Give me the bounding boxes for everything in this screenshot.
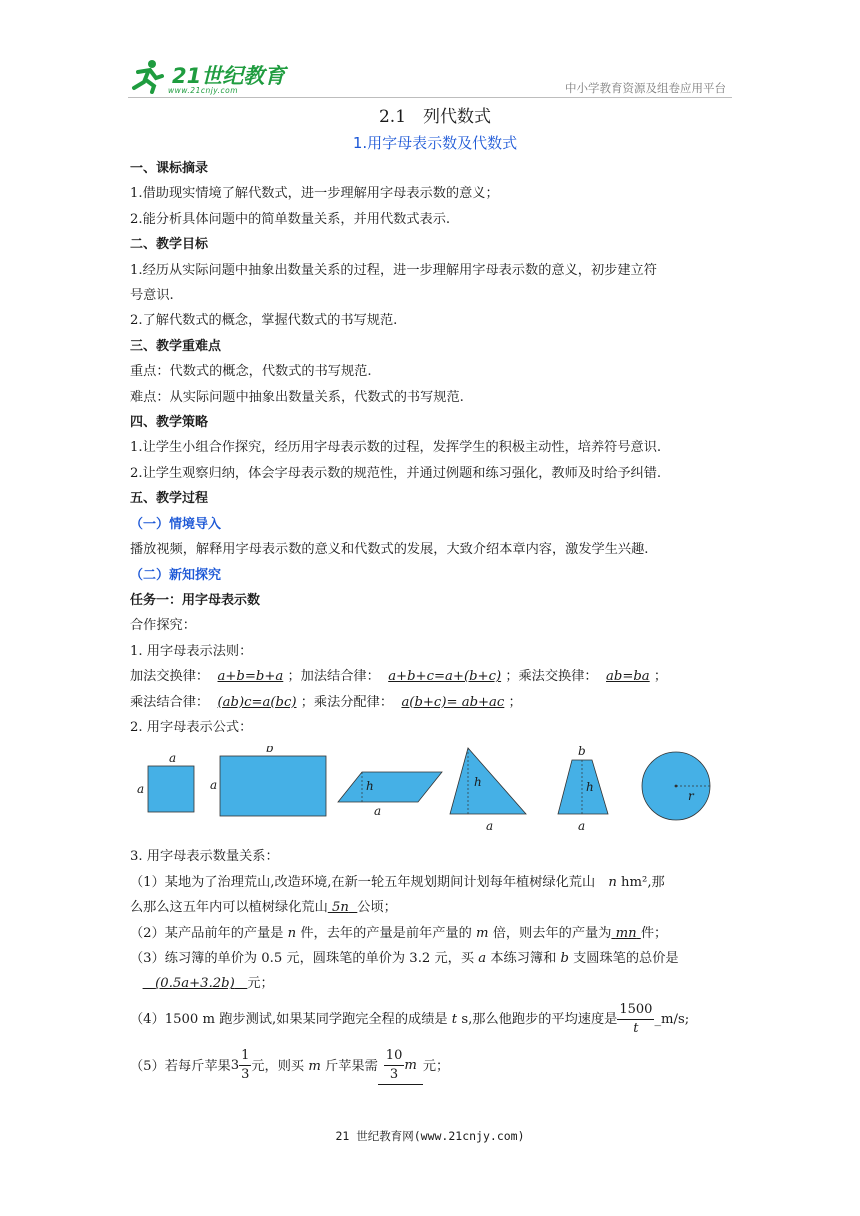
document-body: [130, 104, 740, 1090]
geometry-shapes: [130, 746, 730, 838]
var-a: a: [478, 950, 487, 966]
circle-label-r: r: [688, 789, 694, 804]
header-divider: [128, 97, 732, 98]
q-text: 元；: [422, 1058, 450, 1074]
paragraph: 2.了解代数式的概念，掌握代数式的书写规范.: [130, 313, 398, 329]
denominator: 3: [389, 1067, 399, 1083]
answer-value: (0.5a+3.2b): [155, 976, 235, 992]
rectangle-shape: [220, 756, 326, 816]
var-m: m: [476, 925, 489, 941]
q-text: （3）练习簿的单价为 0.5 元，圆珠笔的单价为 3.2 元，买: [130, 950, 475, 966]
trap-label-h: h: [586, 780, 594, 795]
law-answer: a(b+c)= ab+ac: [401, 694, 505, 710]
q-text: 支圆珠笔的总价是: [573, 950, 679, 966]
answer-value: mn: [615, 925, 637, 941]
q-text: （1）某地为了治理荒山,改造环境,在新一轮五年规划期间计划每年植树绿化荒山: [130, 874, 609, 890]
paragraph: 1.经历从实际问题中抽象出数量关系的过程，进一步理解用字母表示数的意义，初步建立符: [130, 262, 657, 278]
answer-value: 5n: [332, 900, 349, 916]
para-label-h: h: [366, 779, 374, 794]
law-label: 加法交换律：: [130, 669, 210, 685]
q-text: s,那么他跑步的平均速度是: [461, 1011, 618, 1027]
paragraph: 播放视频，解释用字母表示数的意义和代数式的发展，大致介绍本章内容，激发学生兴趣.: [130, 542, 649, 558]
law-label: ；乘法分配律：: [300, 694, 394, 710]
square-shape: [148, 766, 194, 812]
rect-label-left: a: [210, 778, 218, 793]
paragraph: 号意识.: [130, 288, 174, 304]
section-heading: 五、教学过程: [130, 491, 209, 507]
var-n: n: [608, 874, 617, 890]
page-footer: 21 世纪教育网(www.21cnjy.com): [335, 1129, 525, 1143]
paragraph: 1.让学生小组合作探究，经历用字母表示数的过程，发挥学生的积极主动性，培养符号意识.: [130, 440, 662, 456]
fraction: [384, 1047, 405, 1084]
runner-icon: [128, 58, 168, 94]
square-label-left: a: [137, 782, 145, 797]
var-m: m: [308, 1058, 321, 1074]
var-t: t: [451, 1011, 458, 1027]
tri-label-base: a: [486, 819, 494, 834]
q-text: 件，去年的产量是前年产量的: [300, 925, 472, 941]
task-heading: 任务一：用字母表示数: [130, 592, 261, 608]
question-5: [130, 1043, 740, 1090]
section-heading: 二、教学目标: [130, 237, 209, 253]
law-answer: ab=ba: [606, 669, 650, 685]
logo-text: 21世纪教育: [172, 64, 286, 88]
subsection-heading: （二）新知探究: [130, 567, 222, 583]
paragraph: 2.让学生观察归纳，体会字母表示数的规范性，并通过例题和练习强化，教师及时给予纠错.: [130, 465, 662, 481]
numerator: 10: [384, 1047, 405, 1066]
var-b: b: [560, 950, 569, 966]
punct: ；: [653, 669, 668, 685]
doc-title: 2.1 列代数式: [378, 107, 492, 127]
question-1-line-a: [130, 870, 740, 895]
q-text: 元，则买: [251, 1058, 305, 1074]
law-answer: a+b+c=a+(b+c): [388, 669, 502, 685]
law-answer: a+b=b+a: [217, 669, 284, 685]
law-line-2: [130, 690, 740, 715]
trap-label-top: b: [578, 746, 586, 759]
numerator: 1500: [617, 1001, 654, 1020]
doc-subtitle: 1.用字母表示数及代数式: [352, 134, 518, 152]
paragraph: 1.借助现实情境了解代数式，进一步理解用字母表示数的意义；: [130, 186, 499, 202]
triangle-shape: [450, 748, 526, 814]
subsection-heading: （一）情境导入: [130, 516, 222, 532]
q-text: 元；: [247, 976, 274, 992]
trapezoid-shape: [558, 760, 608, 814]
q-text: 本练习簿和: [490, 950, 557, 966]
tri-label-h: h: [474, 775, 482, 790]
q-text: hm²,那: [621, 874, 665, 890]
law-line-1: [130, 664, 740, 689]
denominator: [617, 1020, 654, 1038]
paragraph: 3. 用字母表示数量关系：: [130, 849, 279, 865]
q-text: _m/s;: [654, 1011, 690, 1027]
question-2: [130, 921, 740, 946]
question-3-line-b: [130, 971, 740, 996]
q-text: 件；: [640, 925, 668, 941]
answer-blank: [143, 976, 248, 991]
parallelogram-shape: [338, 772, 442, 802]
section-heading: 三、教学重难点: [130, 338, 222, 354]
denominator: 3: [241, 1067, 250, 1083]
whole-part: 3: [230, 1057, 240, 1073]
brand-logo: [128, 58, 288, 98]
paragraph: 合作探究：: [130, 618, 196, 634]
q-text: 公顷；: [357, 900, 397, 916]
q-text: （2）某产品前年的产量是: [130, 925, 284, 941]
paragraph: 1. 用字母表示法则：: [130, 643, 253, 659]
section-heading: 四、教学策略: [130, 415, 209, 431]
section-heading: 一、课标摘录: [130, 161, 209, 176]
question-1-line-b: [130, 895, 740, 920]
var-n: n: [287, 925, 297, 941]
answer-blank: [328, 900, 357, 915]
paragraph: 2.能分析具体问题中的简单数量关系，并用代数式表示.: [130, 211, 451, 227]
trap-label-base: a: [578, 819, 586, 834]
q-text: 斤苹果需: [325, 1058, 378, 1074]
var-t: t: [633, 1020, 639, 1036]
question-4: [130, 997, 740, 1043]
para-label-base: a: [374, 804, 382, 819]
paragraph: 2. 用字母表示公式：: [130, 719, 253, 735]
answer-blank: [378, 1047, 423, 1085]
law-label: ；加法结合律：: [287, 669, 380, 685]
fraction: [239, 1047, 251, 1084]
law-label: 乘法结合律：: [130, 694, 210, 710]
mixed-number: [231, 1043, 252, 1090]
var-m: m: [404, 1058, 417, 1074]
q-text: （5）若每斤苹果: [130, 1058, 231, 1074]
law-label: ；乘法交换律：: [505, 669, 598, 685]
q-text: 么那么这五年内可以植树绿化荒山: [130, 900, 328, 916]
question-3-line-a: [130, 946, 740, 971]
formula-figures: [130, 746, 740, 838]
fraction: [617, 1001, 654, 1038]
punct: ；: [508, 694, 522, 710]
platform-name: 中小学教育资源及组卷应用平台: [565, 81, 726, 95]
numerator: 1: [239, 1047, 251, 1066]
answer-blank: [611, 926, 640, 941]
logo-url: www.21cnjy.com: [168, 86, 239, 95]
law-answer: (ab)c=a(bc): [217, 694, 297, 710]
rect-label-top: b: [266, 746, 274, 756]
paragraph: 重点：代数式的概念，代数式的书写规范.: [130, 364, 372, 380]
paragraph: 难点：从实际问题中抽象出数量关系，代数式的书写规范.: [130, 389, 464, 405]
q-text: 倍，则去年的产量为: [492, 925, 612, 941]
square-label-top: a: [169, 751, 177, 766]
q-text: （4）1500 m 跑步测试,如果某同学跑完全程的成绩是: [130, 1011, 448, 1027]
